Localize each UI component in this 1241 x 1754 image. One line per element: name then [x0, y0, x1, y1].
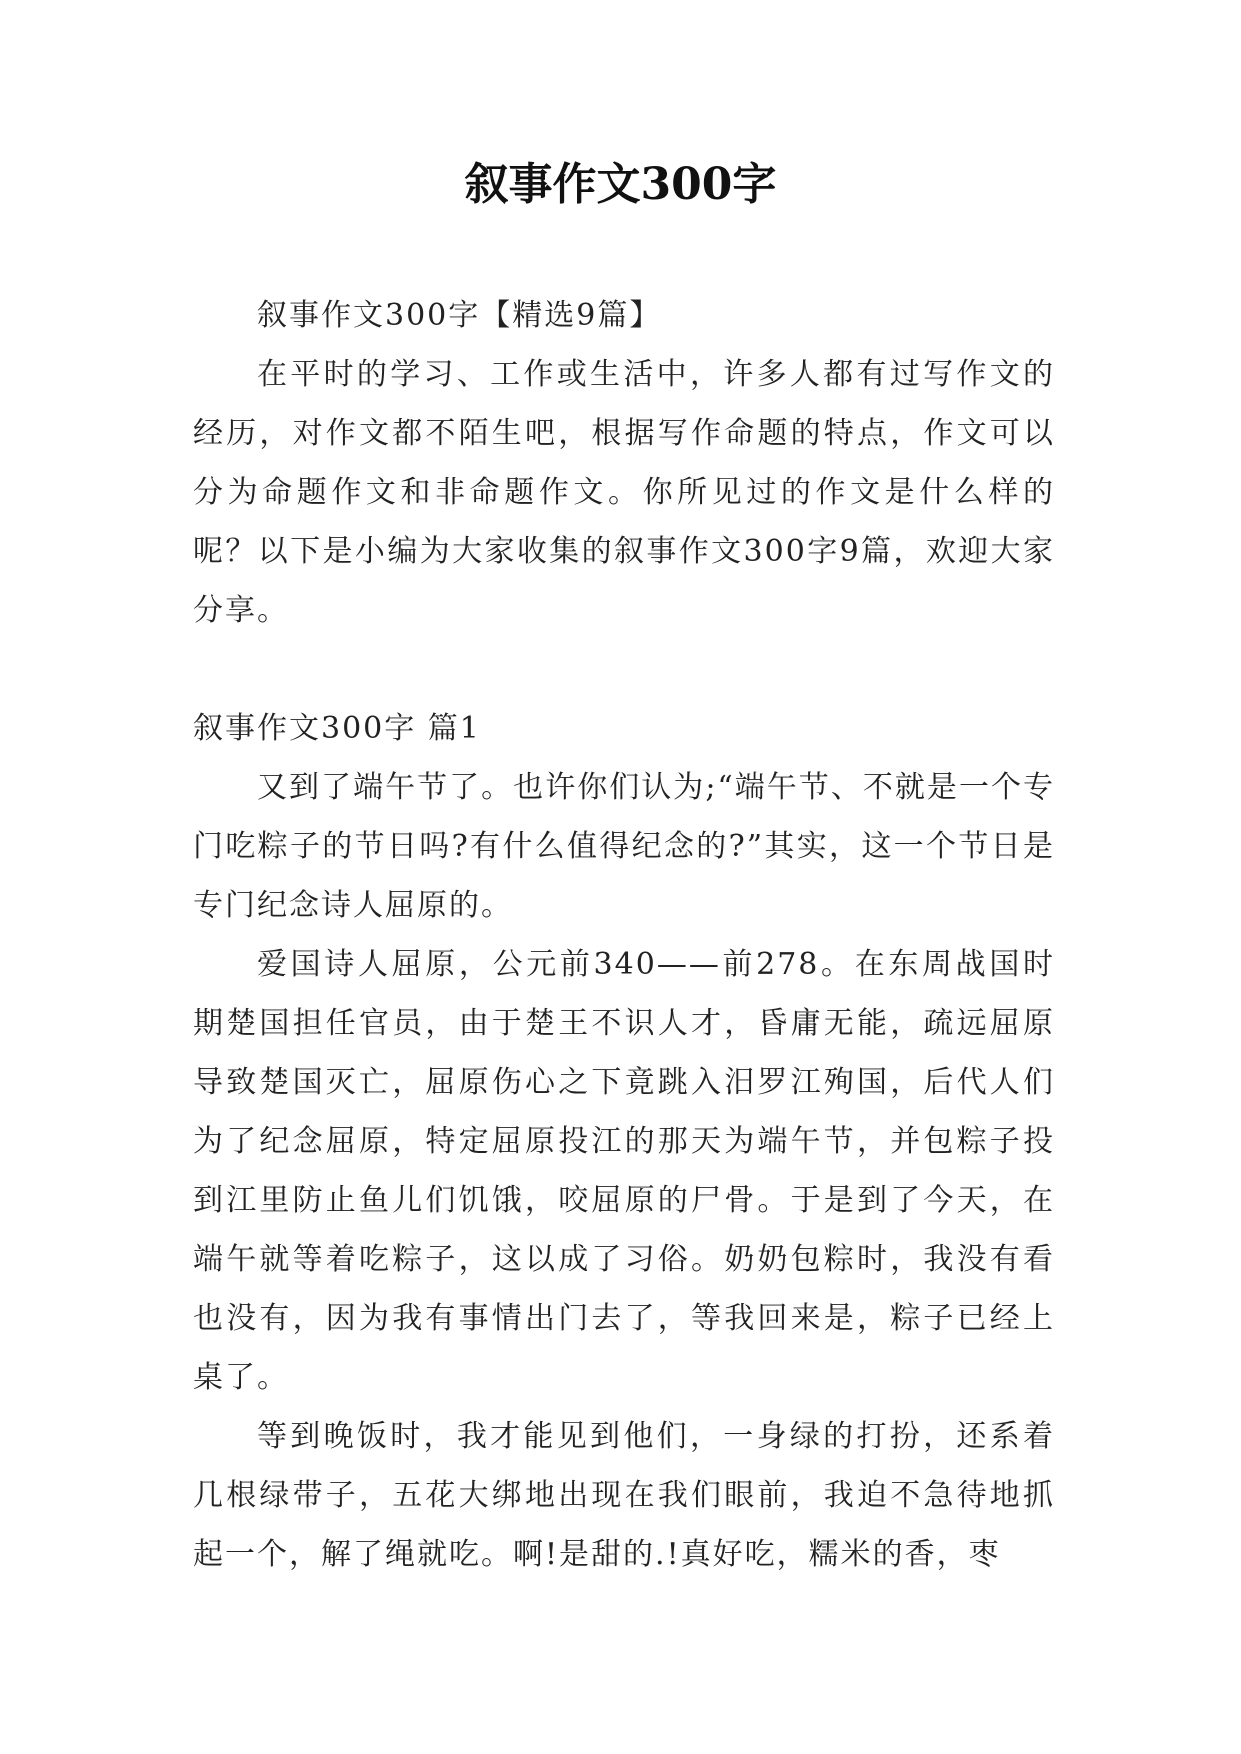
document-title: 叙事作文300字 — [464, 159, 777, 210]
section-heading: 叙事作文300字 篇1 — [193, 711, 481, 746]
intro-paragraph: 在平时的学习、工作或生活中，许多人都有过写作文的经历，对作文都不陌生吧，根据写作命题的特点，作文可以分为命题作文和非命题作文。你所见过的作文是什么样的呢？以下是小编为大家收集的叙事作文300字9篇，欢迎大家分享。 — [193, 357, 1055, 628]
body-paragraph: 爱国诗人屈原，公元前340——前278。在东周战国时期楚国担任官员，由于楚王不识人才，昏庸无能，疏远屈原导致楚国灭亡，屈原伤心之下竟跳入汨罗江殉国，后代人们为了纪念屈原，特定屈原投江的那天为端午节，并包粽子投到江里防止鱼儿们饥饿，咬屈原的尸骨。于是到了今天，在端午就等着吃粽子，这以成了习俗。奶奶包粽时，我没有看也没有，因为我有事情出门去了，等我回来是，粽子已经上桌了。 — [193, 947, 1055, 1395]
body-paragraph: 等到晚饭时，我才能见到他们，一身绿的打扮，还系着几根绿带子，五花大绑地出现在我们眼前，我迫不急待地抓起一个，解了绳就吃。啊!是甜的.!真好吃，糯米的香，枣 — [193, 1419, 1055, 1572]
document-subtitle: 叙事作文300字【精选9篇】 — [257, 298, 662, 333]
section-spacer — [193, 640, 1055, 699]
body-paragraph: 又到了端午节了。也许你们认为;“端午节、不就是一个专门吃粽子的节日吗?有什么值得纪念的?”其实，这一个节日是专门纪念诗人屈原的。 — [193, 770, 1055, 923]
document-body — [193, 286, 1055, 1584]
